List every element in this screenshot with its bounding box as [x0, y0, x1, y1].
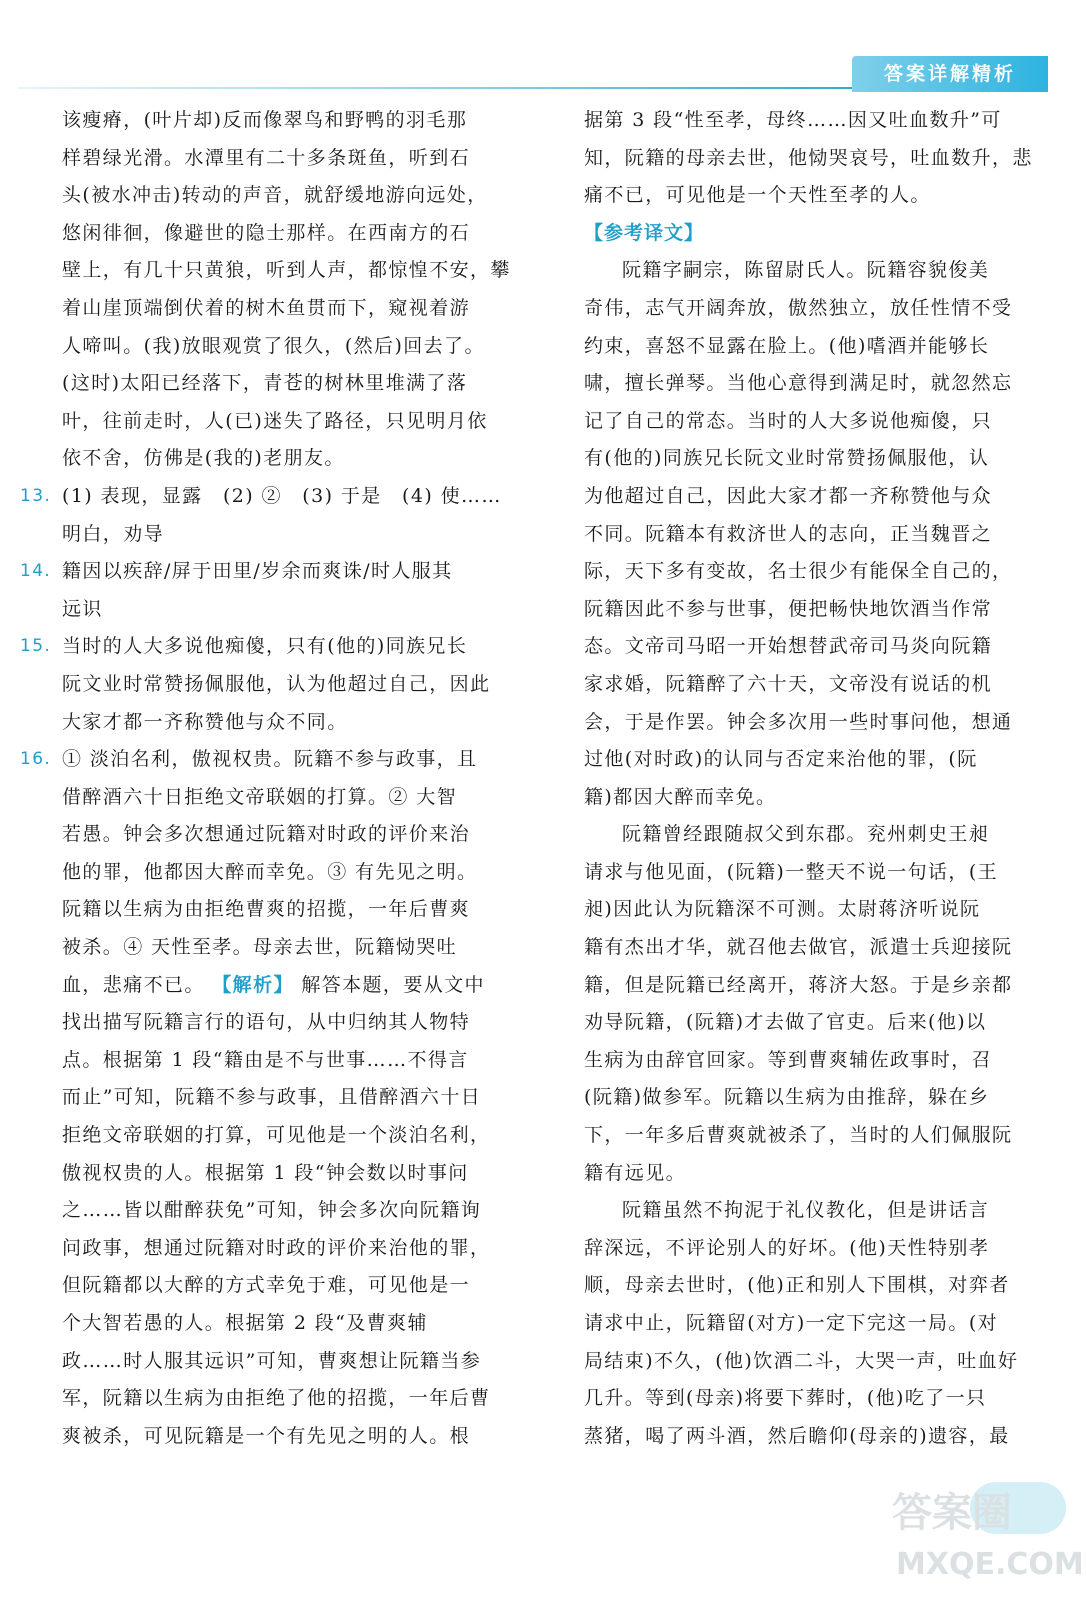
answer-text: 明白，劝导 — [62, 522, 165, 545]
left-column — [20, 102, 511, 1455]
translation-heading: 【参考译文】 — [584, 221, 705, 244]
analysis-text: 解答本题，要从文中 — [301, 973, 485, 996]
text-line: 记了自己的常态。当时的人大多说他痴傻，只 — [584, 409, 993, 432]
answer-number: 13. — [20, 485, 52, 506]
answer-text: 借醉酒六十日拒绝文帝联姻的打算。② 大智 — [62, 785, 458, 808]
text-line: 会，于是作罢。钟会多次用一些时事问他，想通 — [584, 710, 1013, 733]
answer-text: 阮籍以生病为由拒绝曹爽的招揽，一年后曹爽 — [62, 898, 471, 921]
text-line: 过他(对时政)的认同与否定来治他的罪，(阮 — [584, 748, 978, 771]
answer-text: 远识 — [62, 597, 103, 620]
analysis-text: 军，阮籍以生病为由拒绝了他的招揽，一年后曹 — [62, 1387, 491, 1410]
answer-text: 他的罪，他都因大醉而幸免。③ 有先见之明。 — [62, 860, 478, 883]
answer-text: 被杀。④ 天性至孝。母亲去世，阮籍恸哭吐 — [62, 936, 458, 959]
answer-13 — [20, 478, 502, 553]
answer-text: 阮文业时常赞扬佩服他，认为他超过自己，因此 — [62, 672, 491, 695]
text-line: 着山崖顶端倒伏着的树木鱼贯而下，窥视着游 — [62, 296, 471, 319]
analysis-text: 痛不已，可见他是一个天性至孝的人。 — [584, 184, 931, 207]
analysis-continued — [584, 102, 1033, 215]
answer-14 — [20, 553, 498, 628]
analysis-text: 拒绝文帝联姻的打算，可见他是一个淡泊名利， — [62, 1124, 491, 1147]
answer-text: (1) 表现，显露 (2) ② (3) 于是 (4) 使…… — [62, 484, 502, 507]
text-line: 阮籍虽然不拘泥于礼仪教化，但是讲话言 — [622, 1199, 990, 1222]
text-line: 头(被水冲击)转动的声音，就舒缓地游向远处， — [62, 184, 488, 207]
watermark-top: 答案圈 — [892, 1490, 1012, 1536]
text-line: 壁上，有几十只黄狼，听到人声，都惊惶不安，攀 — [62, 259, 511, 282]
answer-number: 15. — [20, 636, 52, 657]
analysis-text: 但阮籍都以大醉的方式幸免于难，可见他是一 — [62, 1274, 471, 1297]
text-line: 叶，往前走时，人(已)迷失了路径，只见明月依 — [62, 409, 488, 432]
answer-text: ① 淡泊名利，傲视权贵。阮籍不参与政事，且 — [62, 748, 478, 771]
answer-text: 若愚。钟会多次想通过阮籍对时政的评价来治 — [62, 823, 471, 846]
text-line: (这时)太阳已经落下，青苍的树林里堆满了落 — [62, 372, 468, 395]
text-line: 请求中止，阮籍留(对方)一定下完这一局。(对 — [584, 1312, 999, 1334]
analysis-text: 而止”可知，阮籍不参与政事，且借醉酒六十日 — [62, 1086, 482, 1109]
header-rule — [18, 87, 878, 89]
analysis-text: 知，阮籍的母亲去世，他恸哭哀号，吐血数升，悲 — [584, 146, 1033, 169]
text-line: 阮籍字嗣宗，陈留尉氏人。阮籍容貌俊美 — [622, 259, 990, 282]
answer-number: 16. — [20, 749, 52, 770]
text-line: 籍)都因大醉而幸免。 — [584, 785, 777, 808]
text-line: 阮籍因此不参与世事，便把畅快地饮酒当作常 — [584, 597, 993, 620]
text-line: 依不舍，仿佛是(我的)老朋友。 — [62, 447, 345, 470]
text-line: 该瘦瘠，(叶片却)反而像翠鸟和野鸭的羽毛那 — [62, 109, 468, 131]
text-line: 昶)因此认为阮籍深不可测。太尉蒋济听说阮 — [584, 898, 981, 921]
text-line: 不同。阮籍本有救济世人的志向，正当魏晋之 — [584, 522, 993, 545]
right-column — [584, 102, 1033, 1455]
text-line: 啸，擅长弹琴。当他心意得到满足时，就忽然忘 — [584, 372, 1013, 395]
text-line: 家求婚，阮籍醉了六十天，文帝没有说话的机 — [584, 672, 993, 695]
text-line: 下，一年多后曹爽就被杀了，当时的人们佩服阮 — [584, 1124, 1013, 1147]
analysis-text: 政……时人服其远识”可知，曹爽想让阮籍当参 — [62, 1349, 482, 1372]
analysis-text: 爽被杀，可见阮籍是一个有先见之明的人。根 — [62, 1424, 471, 1447]
answer-text: 当时的人大多说他痴傻，只有(他的)同族兄长 — [62, 635, 468, 658]
text-line: 蒸猪，喝了两斗酒，然后瞻仰(母亲的)遗容，最 — [584, 1424, 1010, 1447]
text-line: 籍，但是阮籍已经离开，蒋济大怒。于是乡亲都 — [584, 973, 1013, 996]
analysis-text: 之……皆以酣醉获免”可知，钟会多次向阮籍询 — [62, 1199, 482, 1222]
text-line: 请求与他见面，(阮籍)一整天不说一句话，(王 — [584, 860, 999, 883]
text-line: 顺，母亲去世时，(他)正和别人下围棋，对弈者 — [584, 1274, 1010, 1297]
answer-15 — [20, 628, 498, 741]
header-tab: 答案详解精析 — [852, 56, 1048, 92]
text-line: 生病为由辞官回家。等到曹爽辅佐政事时，召 — [584, 1048, 993, 1071]
analysis-tag: 【解析】 — [212, 973, 294, 996]
answer-number: 14. — [20, 561, 52, 582]
text-line: 籍有远见。 — [584, 1161, 687, 1184]
translation-paragraph-1 — [584, 252, 1020, 816]
analysis-text: 个大智若愚的人。根据第 2 段“及曹爽辅 — [62, 1312, 428, 1334]
text-line: 籍有杰出才华，就召他去做官，派遣士兵迎接阮 — [584, 936, 1013, 959]
translation-paragraph-3 — [584, 1192, 1020, 1455]
text-line: 有(他的)同族兄长阮文业时常赞扬佩服他，认 — [584, 447, 990, 470]
analysis-text: 点。根据第 1 段“籍由是不与世事……不得言 — [62, 1048, 469, 1071]
text-line: 几升。等到(母亲)将要下葬时，(他)吃了一只 — [584, 1387, 987, 1410]
answer-16 — [20, 741, 498, 1455]
text-line: 悠闲徘徊，像避世的隐士那样。在西南方的石 — [62, 221, 471, 244]
answer-text: 籍因以疾辞/屏于田里/岁余而爽诛/时人服其 — [62, 560, 453, 583]
text-line: 奇伟，志气开阔奔放，傲然独立，放任性情不受 — [584, 296, 1013, 319]
text-line: 为他超过自己，因此大家才都一齐称赞他与众 — [584, 484, 993, 507]
text-line: 阮籍曾经跟随叔父到东郡。兖州刺史王昶 — [622, 823, 990, 846]
translation-paragraph-2 — [584, 816, 1020, 1192]
watermark-logo — [884, 1478, 1084, 1588]
text-line: 态。文帝司马昭一开始想替武帝司马炎向阮籍 — [584, 635, 993, 658]
text-line: 局结束)不久，(他)饮酒二斗，大哭一声，吐血好 — [584, 1349, 1019, 1372]
text-line: 样碧绿光滑。水潭里有二十多条斑鱼，听到石 — [62, 146, 471, 169]
analysis-text: 问政事，想通过阮籍对时政的评价来治他的罪， — [62, 1236, 491, 1259]
text-line: 际，天下多有变故，名士很少有能保全自己的， — [584, 560, 1013, 583]
analysis-text: 傲视权贵的人。根据第 1 段“钟会数以时事问 — [62, 1161, 469, 1184]
analysis-text: 找出描写阮籍言行的语句，从中归纳其人物特 — [62, 1011, 471, 1034]
analysis-text: 据第 3 段“性至孝，母终……因又吐血数升”可 — [584, 109, 1002, 131]
answer-text: 血，悲痛不已。 — [62, 973, 205, 996]
text-line: 约束，喜怒不显露在脸上。(他)嗜酒并能够长 — [584, 334, 990, 357]
text-line: 人啼叫。(我)放眼观赏了很久，(然后)回去了。 — [62, 334, 485, 357]
text-line: 辞深远，不评论别人的好坏。(他)天性特别孝 — [584, 1236, 990, 1259]
watermark-bottom: MXQE.COM — [896, 1547, 1084, 1582]
text-line: (阮籍)做参军。阮籍以生病为由推辞，躲在乡 — [584, 1086, 990, 1109]
answer-text: 大家才都一齐称赞他与众不同。 — [62, 710, 348, 733]
translation-continued — [62, 102, 511, 478]
text-line: 劝导阮籍，(阮籍)才去做了官吏。后来(他)以 — [584, 1011, 987, 1034]
